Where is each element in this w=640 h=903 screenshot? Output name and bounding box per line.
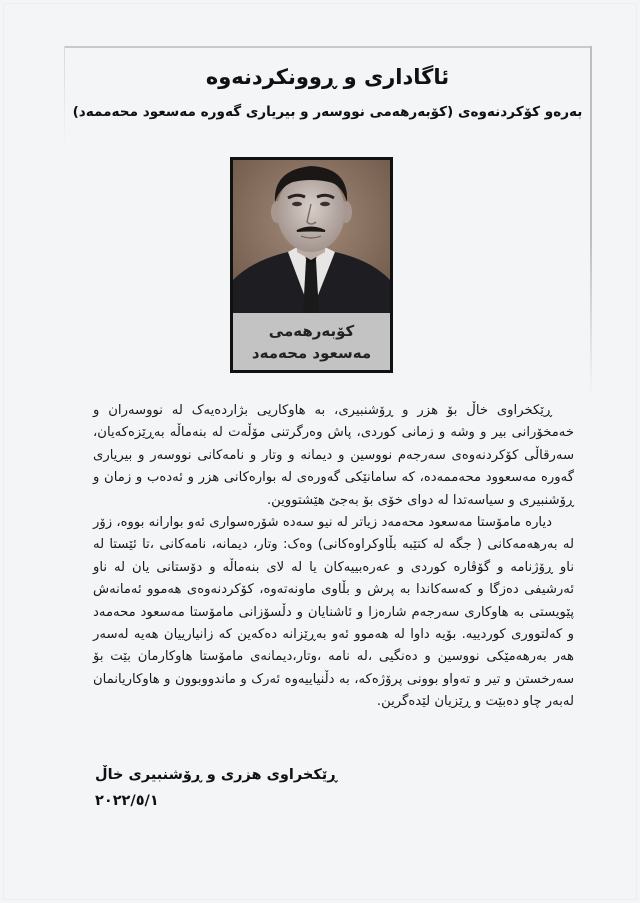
portrait-card: [230, 157, 393, 373]
portrait-caption: [233, 313, 390, 370]
portrait-photo: [233, 160, 390, 313]
portrait-caption-line2: مەسعود محەمەد: [251, 343, 372, 362]
signature-date: ٢٠٢٢/٥/١: [95, 793, 159, 809]
announcement-body: [93, 400, 574, 714]
body-paragraph-2: دیارە مامۆستا مەسعود محەمەد زیاتر لە نیو سەدە شۆرەسواری ئەو بوارانە بووە، زۆر لە بەرهەمەکانی ( جگە لە کتێبە بڵاوکراوەکانی) وەک: وتار، دیمانە، نامەکانی ،تا ئێستا لە ناو ڕۆژنامە و گۆڤارە کوردی و عەرەبییەکان یا لە لای بنەماڵە و دۆستانی یان لە ناو ئەرشیفی دەزگا و کەسەکاندا بە پرش و بڵاوی ماونەتەوە، کۆکردنەوەی هەموو ئەمانەش پێویستی بە هاوکاری سەرجەم شارەزا و ئاشنایان و دڵسۆزانی مامۆستا مەسعود محەمەد و کەلتووری کوردییە. بۆیە داوا لە هەموو ئەو بەڕێزانە دەکەین کە زانیارییان هەیە لەسەر هەر بەرهەمێکی نووسین و دەنگیی ،لە نامە ،وتار،دیمانەی مامۆستا هاوکارمان بێت بۆ سەرخستن و تیر و تەواو بوونی پرۆژەکە، بە دڵنیاییەوە ئەرک و ماندووبوون و هاوکاریانمان لەبەر چاو دەبێت و ڕێزیان لێدەگرین.: [93, 515, 574, 710]
announcement-subtitle: بەرەو کۆکردنەوەی (کۆبەرهەمی نووسەر و بیریاری گەورە مەسعود محەممەد): [72, 104, 583, 120]
announcement-title: ئاگاداری و ڕوونکردنەوە: [205, 65, 450, 89]
signature-organization: ڕێکخراوی هزری و ڕۆشنبیری خاڵ: [95, 767, 338, 783]
body-paragraph-1: ڕێکخراوی خاڵ بۆ هزر و ڕۆشنبیری، بە هاوکاریی بژاردەیەک لە نووسەران و خەمخۆرانی بیر و وشە و زمانی کوردی، پاش وەرگرتنی مۆڵەت لە بنەماڵە بەڕێزەکەیان، سەرقاڵی کۆکردنەوەی سەرجەم نووسین و دیمانە و وتار و نامەکانی نووسەر و بیریاری گەورە مەسعوود محەممەدە، کە سامانێکی گەورەی لە بوارەکانی هزر و ئەدەب و زمان و ڕۆشنبیری و سیاسەتدا لە دوای خۆی بۆ بەجێ هێشتووین.: [93, 403, 574, 508]
header-frame-top-border: [64, 46, 591, 48]
portrait-illustration: [233, 160, 390, 313]
portrait-caption-line1: کۆبەرهەمی: [268, 321, 355, 340]
header-frame-left-border: [64, 46, 65, 146]
